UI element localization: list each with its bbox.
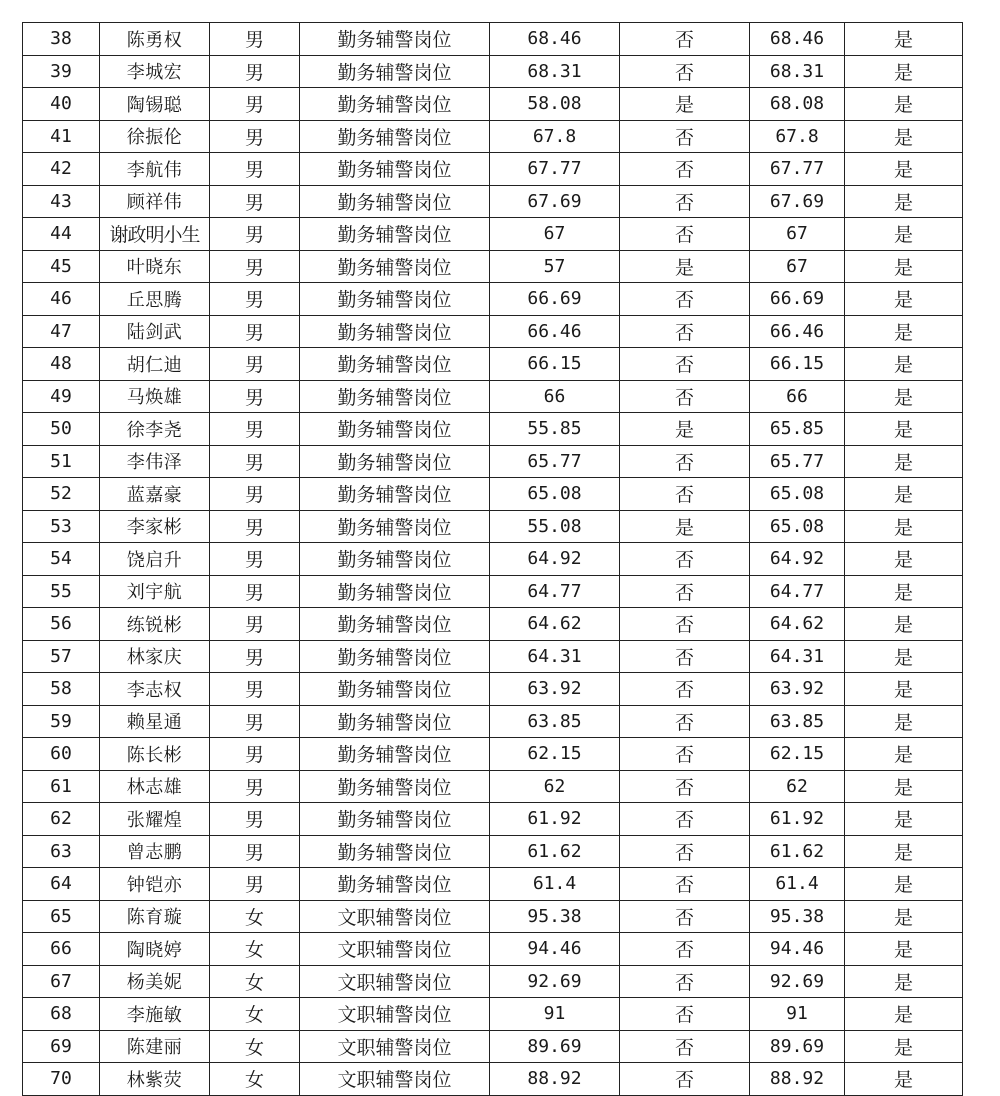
cell-position: 勤务辅警岗位 <box>300 770 490 803</box>
cell-final-score: 66.69 <box>750 283 845 316</box>
cell-score: 68.31 <box>490 55 620 88</box>
cell-score: 66.69 <box>490 283 620 316</box>
cell-final-score: 64.92 <box>750 543 845 576</box>
cell-score: 55.85 <box>490 413 620 446</box>
cell-position: 勤务辅警岗位 <box>300 835 490 868</box>
cell-final-score: 68.31 <box>750 55 845 88</box>
cell-gender: 男 <box>210 835 300 868</box>
cell-final-score: 64.31 <box>750 640 845 673</box>
cell-name: 李伟泽 <box>100 445 210 478</box>
cell-position: 文职辅警岗位 <box>300 965 490 998</box>
table-row <box>23 413 963 446</box>
cell-bonus-flag: 否 <box>620 673 750 706</box>
cell-name: 叶晓东 <box>100 250 210 283</box>
table-row <box>23 608 963 641</box>
cell-position: 勤务辅警岗位 <box>300 153 490 186</box>
cell-seq-number: 57 <box>23 640 100 673</box>
cell-qualified-flag: 是 <box>845 608 963 641</box>
cell-gender: 男 <box>210 55 300 88</box>
cell-score: 88.92 <box>490 1063 620 1096</box>
cell-bonus-flag: 否 <box>620 348 750 381</box>
cell-bonus-flag: 否 <box>620 1063 750 1096</box>
cell-gender: 男 <box>210 705 300 738</box>
cell-position: 勤务辅警岗位 <box>300 705 490 738</box>
cell-seq-number: 61 <box>23 770 100 803</box>
cell-position: 勤务辅警岗位 <box>300 640 490 673</box>
cell-gender: 男 <box>210 803 300 836</box>
table-row <box>23 23 963 56</box>
cell-final-score: 61.62 <box>750 835 845 868</box>
cell-seq-number: 45 <box>23 250 100 283</box>
cell-seq-number: 50 <box>23 413 100 446</box>
cell-final-score: 68.08 <box>750 88 845 121</box>
cell-position: 文职辅警岗位 <box>300 1030 490 1063</box>
cell-seq-number: 54 <box>23 543 100 576</box>
cell-qualified-flag: 是 <box>845 900 963 933</box>
cell-position: 勤务辅警岗位 <box>300 250 490 283</box>
cell-qualified-flag: 是 <box>845 55 963 88</box>
cell-seq-number: 64 <box>23 868 100 901</box>
cell-name: 钟铠亦 <box>100 868 210 901</box>
cell-name: 陆剑武 <box>100 315 210 348</box>
cell-position: 文职辅警岗位 <box>300 933 490 966</box>
cell-gender: 男 <box>210 315 300 348</box>
cell-qualified-flag: 是 <box>845 868 963 901</box>
cell-name: 徐李尧 <box>100 413 210 446</box>
cell-position: 勤务辅警岗位 <box>300 673 490 706</box>
cell-score: 65.08 <box>490 478 620 511</box>
cell-bonus-flag: 否 <box>620 1030 750 1063</box>
cell-qualified-flag: 是 <box>845 153 963 186</box>
cell-seq-number: 68 <box>23 998 100 1031</box>
cell-seq-number: 62 <box>23 803 100 836</box>
cell-seq-number: 39 <box>23 55 100 88</box>
cell-seq-number: 40 <box>23 88 100 121</box>
cell-name: 饶启升 <box>100 543 210 576</box>
cell-gender: 男 <box>210 380 300 413</box>
cell-score: 61.92 <box>490 803 620 836</box>
cell-name: 丘思腾 <box>100 283 210 316</box>
table-row <box>23 933 963 966</box>
cell-qualified-flag: 是 <box>845 23 963 56</box>
cell-qualified-flag: 是 <box>845 770 963 803</box>
table-row <box>23 705 963 738</box>
cell-name: 李城宏 <box>100 55 210 88</box>
cell-final-score: 61.92 <box>750 803 845 836</box>
cell-seq-number: 49 <box>23 380 100 413</box>
cell-bonus-flag: 否 <box>620 315 750 348</box>
cell-bonus-flag: 否 <box>620 868 750 901</box>
cell-bonus-flag: 否 <box>620 120 750 153</box>
cell-score: 61.4 <box>490 868 620 901</box>
cell-gender: 男 <box>210 120 300 153</box>
cell-score: 66.46 <box>490 315 620 348</box>
table-row <box>23 380 963 413</box>
cell-qualified-flag: 是 <box>845 543 963 576</box>
cell-bonus-flag: 是 <box>620 88 750 121</box>
cell-name: 徐振伦 <box>100 120 210 153</box>
cell-seq-number: 44 <box>23 218 100 251</box>
cell-score: 68.46 <box>490 23 620 56</box>
cell-position: 勤务辅警岗位 <box>300 543 490 576</box>
cell-gender: 男 <box>210 868 300 901</box>
cell-score: 95.38 <box>490 900 620 933</box>
cell-qualified-flag: 是 <box>845 380 963 413</box>
cell-qualified-flag: 是 <box>845 1063 963 1096</box>
cell-gender: 男 <box>210 575 300 608</box>
cell-score: 64.62 <box>490 608 620 641</box>
cell-bonus-flag: 否 <box>620 965 750 998</box>
cell-score: 66.15 <box>490 348 620 381</box>
cell-seq-number: 69 <box>23 1030 100 1063</box>
cell-qualified-flag: 是 <box>845 413 963 446</box>
cell-seq-number: 51 <box>23 445 100 478</box>
cell-bonus-flag: 否 <box>620 543 750 576</box>
table-row <box>23 218 963 251</box>
cell-position: 勤务辅警岗位 <box>300 413 490 446</box>
cell-qualified-flag: 是 <box>845 965 963 998</box>
cell-gender: 男 <box>210 23 300 56</box>
cell-qualified-flag: 是 <box>845 88 963 121</box>
cell-bonus-flag: 否 <box>620 608 750 641</box>
cell-bonus-flag: 是 <box>620 413 750 446</box>
cell-final-score: 63.92 <box>750 673 845 706</box>
table-row <box>23 640 963 673</box>
cell-gender: 女 <box>210 998 300 1031</box>
cell-score: 57 <box>490 250 620 283</box>
cell-name: 陶锡聪 <box>100 88 210 121</box>
cell-final-score: 66.15 <box>750 348 845 381</box>
cell-name: 李施敏 <box>100 998 210 1031</box>
cell-seq-number: 42 <box>23 153 100 186</box>
cell-position: 文职辅警岗位 <box>300 1063 490 1096</box>
cell-name: 赖星通 <box>100 705 210 738</box>
cell-gender: 男 <box>210 348 300 381</box>
cell-score: 67.8 <box>490 120 620 153</box>
cell-gender: 男 <box>210 153 300 186</box>
cell-bonus-flag: 否 <box>620 900 750 933</box>
cell-final-score: 62 <box>750 770 845 803</box>
cell-bonus-flag: 否 <box>620 380 750 413</box>
cell-score: 67 <box>490 218 620 251</box>
table-row <box>23 315 963 348</box>
table-row <box>23 153 963 186</box>
cell-final-score: 65.08 <box>750 510 845 543</box>
cell-name: 胡仁迪 <box>100 348 210 381</box>
cell-position: 勤务辅警岗位 <box>300 88 490 121</box>
cell-seq-number: 48 <box>23 348 100 381</box>
cell-score: 61.62 <box>490 835 620 868</box>
cell-seq-number: 46 <box>23 283 100 316</box>
cell-name: 陈育璇 <box>100 900 210 933</box>
cell-final-score: 62.15 <box>750 738 845 771</box>
cell-final-score: 67.77 <box>750 153 845 186</box>
table-row <box>23 55 963 88</box>
cell-final-score: 94.46 <box>750 933 845 966</box>
cell-gender: 女 <box>210 900 300 933</box>
cell-position: 勤务辅警岗位 <box>300 283 490 316</box>
table-row <box>23 673 963 706</box>
cell-seq-number: 56 <box>23 608 100 641</box>
cell-gender: 女 <box>210 1063 300 1096</box>
cell-position: 勤务辅警岗位 <box>300 185 490 218</box>
table-row <box>23 803 963 836</box>
cell-score: 91 <box>490 998 620 1031</box>
cell-qualified-flag: 是 <box>845 185 963 218</box>
cell-name: 曾志鹏 <box>100 835 210 868</box>
cell-seq-number: 60 <box>23 738 100 771</box>
cell-bonus-flag: 否 <box>620 575 750 608</box>
cell-qualified-flag: 是 <box>845 933 963 966</box>
cell-name: 林家庆 <box>100 640 210 673</box>
cell-qualified-flag: 是 <box>845 998 963 1031</box>
cell-name: 张耀煌 <box>100 803 210 836</box>
cell-position: 文职辅警岗位 <box>300 900 490 933</box>
cell-bonus-flag: 否 <box>620 23 750 56</box>
cell-final-score: 91 <box>750 998 845 1031</box>
cell-seq-number: 53 <box>23 510 100 543</box>
results-table <box>22 22 963 1096</box>
cell-final-score: 61.4 <box>750 868 845 901</box>
cell-seq-number: 43 <box>23 185 100 218</box>
cell-bonus-flag: 否 <box>620 445 750 478</box>
cell-gender: 女 <box>210 933 300 966</box>
cell-final-score: 67 <box>750 218 845 251</box>
cell-gender: 男 <box>210 673 300 706</box>
cell-position: 勤务辅警岗位 <box>300 445 490 478</box>
cell-bonus-flag: 否 <box>620 218 750 251</box>
cell-gender: 男 <box>210 88 300 121</box>
cell-score: 62.15 <box>490 738 620 771</box>
cell-qualified-flag: 是 <box>845 673 963 706</box>
cell-seq-number: 47 <box>23 315 100 348</box>
cell-bonus-flag: 否 <box>620 153 750 186</box>
cell-score: 92.69 <box>490 965 620 998</box>
cell-bonus-flag: 否 <box>620 933 750 966</box>
cell-name: 林志雄 <box>100 770 210 803</box>
cell-bonus-flag: 否 <box>620 835 750 868</box>
cell-qualified-flag: 是 <box>845 575 963 608</box>
cell-seq-number: 65 <box>23 900 100 933</box>
cell-gender: 男 <box>210 283 300 316</box>
cell-name: 李家彬 <box>100 510 210 543</box>
cell-final-score: 68.46 <box>750 23 845 56</box>
cell-name: 蓝嘉豪 <box>100 478 210 511</box>
cell-position: 勤务辅警岗位 <box>300 738 490 771</box>
cell-score: 55.08 <box>490 510 620 543</box>
cell-gender: 男 <box>210 445 300 478</box>
cell-name: 林紫荧 <box>100 1063 210 1096</box>
cell-qualified-flag: 是 <box>845 120 963 153</box>
table-row <box>23 1063 963 1096</box>
cell-final-score: 66 <box>750 380 845 413</box>
cell-gender: 男 <box>210 250 300 283</box>
table-row <box>23 868 963 901</box>
cell-score: 62 <box>490 770 620 803</box>
cell-name: 陈勇权 <box>100 23 210 56</box>
cell-score: 67.69 <box>490 185 620 218</box>
cell-gender: 男 <box>210 510 300 543</box>
cell-seq-number: 58 <box>23 673 100 706</box>
cell-qualified-flag: 是 <box>845 640 963 673</box>
cell-qualified-flag: 是 <box>845 1030 963 1063</box>
table-row <box>23 965 963 998</box>
cell-qualified-flag: 是 <box>845 478 963 511</box>
cell-bonus-flag: 否 <box>620 640 750 673</box>
cell-final-score: 63.85 <box>750 705 845 738</box>
cell-final-score: 65.08 <box>750 478 845 511</box>
cell-gender: 男 <box>210 218 300 251</box>
cell-bonus-flag: 否 <box>620 478 750 511</box>
cell-name: 陈长彬 <box>100 738 210 771</box>
cell-position: 勤务辅警岗位 <box>300 23 490 56</box>
cell-position: 勤务辅警岗位 <box>300 120 490 153</box>
cell-seq-number: 55 <box>23 575 100 608</box>
table-row <box>23 348 963 381</box>
cell-qualified-flag: 是 <box>845 218 963 251</box>
cell-bonus-flag: 否 <box>620 185 750 218</box>
cell-gender: 男 <box>210 738 300 771</box>
cell-gender: 女 <box>210 965 300 998</box>
cell-bonus-flag: 否 <box>620 283 750 316</box>
table-row <box>23 88 963 121</box>
cell-final-score: 67 <box>750 250 845 283</box>
cell-bonus-flag: 否 <box>620 55 750 88</box>
cell-score: 64.92 <box>490 543 620 576</box>
cell-final-score: 65.77 <box>750 445 845 478</box>
cell-gender: 男 <box>210 185 300 218</box>
cell-gender: 男 <box>210 770 300 803</box>
cell-qualified-flag: 是 <box>845 250 963 283</box>
table-row <box>23 900 963 933</box>
cell-final-score: 65.85 <box>750 413 845 446</box>
cell-seq-number: 41 <box>23 120 100 153</box>
cell-name: 李航伟 <box>100 153 210 186</box>
cell-position: 勤务辅警岗位 <box>300 868 490 901</box>
cell-bonus-flag: 是 <box>620 250 750 283</box>
table-row <box>23 998 963 1031</box>
cell-position: 勤务辅警岗位 <box>300 510 490 543</box>
cell-score: 94.46 <box>490 933 620 966</box>
cell-qualified-flag: 是 <box>845 348 963 381</box>
cell-gender: 女 <box>210 1030 300 1063</box>
table-row <box>23 120 963 153</box>
cell-name: 刘宇航 <box>100 575 210 608</box>
cell-score: 64.77 <box>490 575 620 608</box>
cell-position: 勤务辅警岗位 <box>300 478 490 511</box>
table-row <box>23 445 963 478</box>
cell-score: 89.69 <box>490 1030 620 1063</box>
cell-name: 谢政明小生 <box>100 218 210 251</box>
cell-position: 勤务辅警岗位 <box>300 803 490 836</box>
cell-name: 李志权 <box>100 673 210 706</box>
cell-qualified-flag: 是 <box>845 835 963 868</box>
cell-name: 练锐彬 <box>100 608 210 641</box>
table-row <box>23 1030 963 1063</box>
cell-score: 67.77 <box>490 153 620 186</box>
cell-qualified-flag: 是 <box>845 283 963 316</box>
cell-position: 文职辅警岗位 <box>300 998 490 1031</box>
cell-name: 马焕雄 <box>100 380 210 413</box>
cell-position: 勤务辅警岗位 <box>300 218 490 251</box>
cell-position: 勤务辅警岗位 <box>300 315 490 348</box>
cell-bonus-flag: 否 <box>620 803 750 836</box>
cell-final-score: 88.92 <box>750 1063 845 1096</box>
table-row <box>23 835 963 868</box>
cell-position: 勤务辅警岗位 <box>300 348 490 381</box>
cell-bonus-flag: 否 <box>620 770 750 803</box>
cell-gender: 男 <box>210 413 300 446</box>
cell-final-score: 64.62 <box>750 608 845 641</box>
cell-name: 顾祥伟 <box>100 185 210 218</box>
table-row <box>23 575 963 608</box>
cell-qualified-flag: 是 <box>845 705 963 738</box>
cell-seq-number: 67 <box>23 965 100 998</box>
cell-score: 63.92 <box>490 673 620 706</box>
table-row <box>23 738 963 771</box>
cell-qualified-flag: 是 <box>845 315 963 348</box>
cell-seq-number: 70 <box>23 1063 100 1096</box>
cell-bonus-flag: 否 <box>620 705 750 738</box>
cell-score: 63.85 <box>490 705 620 738</box>
table-row <box>23 510 963 543</box>
cell-score: 58.08 <box>490 88 620 121</box>
cell-name: 陶晓婷 <box>100 933 210 966</box>
cell-seq-number: 63 <box>23 835 100 868</box>
table-row <box>23 185 963 218</box>
cell-final-score: 92.69 <box>750 965 845 998</box>
cell-position: 勤务辅警岗位 <box>300 608 490 641</box>
cell-gender: 男 <box>210 640 300 673</box>
cell-qualified-flag: 是 <box>845 803 963 836</box>
cell-final-score: 64.77 <box>750 575 845 608</box>
cell-seq-number: 38 <box>23 23 100 56</box>
cell-qualified-flag: 是 <box>845 738 963 771</box>
cell-score: 64.31 <box>490 640 620 673</box>
cell-seq-number: 66 <box>23 933 100 966</box>
table-row <box>23 250 963 283</box>
cell-position: 勤务辅警岗位 <box>300 380 490 413</box>
cell-gender: 男 <box>210 543 300 576</box>
cell-final-score: 89.69 <box>750 1030 845 1063</box>
cell-position: 勤务辅警岗位 <box>300 575 490 608</box>
cell-name: 杨美妮 <box>100 965 210 998</box>
cell-qualified-flag: 是 <box>845 445 963 478</box>
cell-score: 65.77 <box>490 445 620 478</box>
table-row <box>23 283 963 316</box>
cell-final-score: 67.69 <box>750 185 845 218</box>
cell-qualified-flag: 是 <box>845 510 963 543</box>
cell-bonus-flag: 否 <box>620 738 750 771</box>
cell-bonus-flag: 否 <box>620 998 750 1031</box>
cell-final-score: 95.38 <box>750 900 845 933</box>
table-row <box>23 478 963 511</box>
cell-gender: 男 <box>210 608 300 641</box>
cell-gender: 男 <box>210 478 300 511</box>
cell-score: 66 <box>490 380 620 413</box>
table-row <box>23 770 963 803</box>
cell-seq-number: 59 <box>23 705 100 738</box>
cell-bonus-flag: 是 <box>620 510 750 543</box>
table-row <box>23 543 963 576</box>
results-table-body <box>23 23 963 1096</box>
cell-position: 勤务辅警岗位 <box>300 55 490 88</box>
cell-seq-number: 52 <box>23 478 100 511</box>
cell-name: 陈建丽 <box>100 1030 210 1063</box>
cell-final-score: 67.8 <box>750 120 845 153</box>
cell-final-score: 66.46 <box>750 315 845 348</box>
